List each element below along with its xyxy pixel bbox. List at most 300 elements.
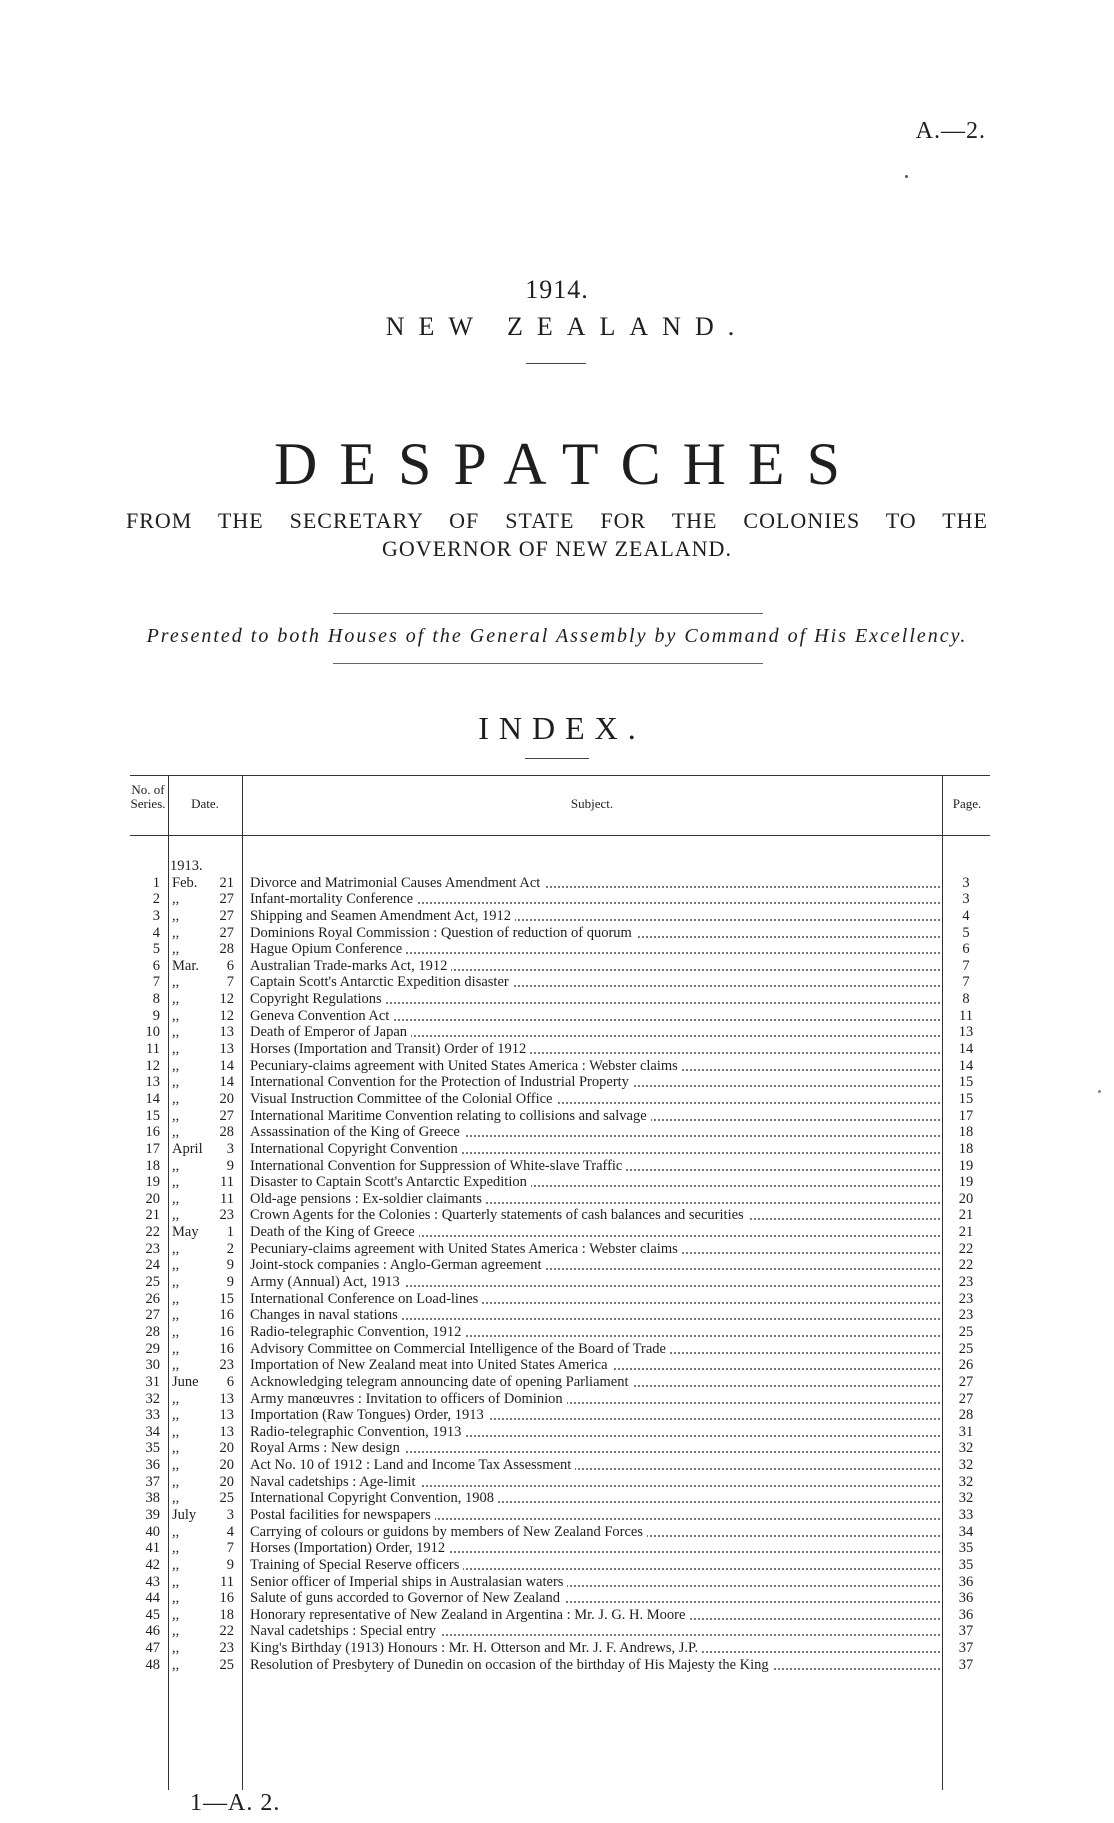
date-month: ,, <box>172 1623 180 1640</box>
subject-cell <box>250 1141 940 1158</box>
date-month: ,, <box>172 1307 180 1324</box>
page-number: 32 <box>958 1457 974 1474</box>
date-month: ,, <box>172 1606 180 1623</box>
page-number: 7 <box>962 974 970 991</box>
subject-text: International Convention for Suppression of White-slave Traffic <box>250 1158 626 1174</box>
series-number: 9 <box>152 1007 160 1024</box>
series-number: 11 <box>146 1041 160 1058</box>
subject-cell <box>250 1074 940 1091</box>
table-row <box>130 1024 990 1041</box>
series-number: 10 <box>145 1024 160 1041</box>
table-row <box>130 1058 990 1075</box>
series-number: 8 <box>152 991 160 1008</box>
subject-text: Postal facilities for newspapers <box>250 1507 435 1523</box>
series-number: 14 <box>145 1090 160 1107</box>
subject-text: Geneva Convention Act <box>250 1008 393 1024</box>
series-number: 15 <box>145 1107 160 1124</box>
date-day: 28 <box>219 1124 234 1141</box>
subject-cell <box>250 1424 940 1441</box>
date-day: 2 <box>226 1240 234 1257</box>
subject-cell <box>250 1457 940 1474</box>
index-table <box>130 775 990 1790</box>
date-month: ,, <box>172 924 180 941</box>
page-number: 18 <box>958 1140 974 1157</box>
date-day: 9 <box>226 1556 234 1573</box>
subject-cell <box>250 1507 940 1524</box>
series-number: 39 <box>145 1506 160 1523</box>
column-header-subject: Subject. <box>570 796 614 811</box>
subject-text: Horses (Importation and Transit) Order of 1912 <box>250 1041 530 1057</box>
table-row <box>130 1574 990 1591</box>
subject-cell <box>250 941 940 958</box>
subject-text: Salute of guns accorded to Governor of New Zealand <box>250 1590 564 1606</box>
subject-text: Royal Arms : New design <box>250 1440 404 1456</box>
series-number: 41 <box>145 1540 160 1557</box>
page-number: 22 <box>958 1240 974 1257</box>
subject-text: Old-age pensions : Ex-soldier claimants <box>250 1191 486 1207</box>
table-row <box>130 1623 990 1640</box>
date-day: 9 <box>226 1274 234 1291</box>
subject-text: Radio-telegraphic Convention, 1913 <box>250 1424 465 1440</box>
subject-text: Divorce and Matrimonial Causes Amendment Act <box>250 875 544 891</box>
date-day: 16 <box>219 1307 234 1324</box>
subject-text: Death of the King of Greece <box>250 1224 419 1240</box>
date-month: ,, <box>172 1240 180 1257</box>
page-number: 32 <box>958 1440 974 1457</box>
series-number: 23 <box>145 1240 160 1257</box>
date-day: 11 <box>220 1573 234 1590</box>
page-number: 32 <box>958 1490 974 1507</box>
subject-cell <box>250 1191 940 1208</box>
date-day: 27 <box>219 891 234 908</box>
page-number: 21 <box>958 1207 974 1224</box>
table-header-rule <box>130 835 990 836</box>
subject-text: King's Birthday (1913) Honours : Mr. H. Otterson and Mr. J. F. Andrews, J.P. <box>250 1640 702 1656</box>
date-month: ,, <box>172 1124 180 1141</box>
subject-cell <box>250 1374 940 1391</box>
subject-text: Honorary representative of New Zealand in Argentina : Mr. J. G. H. Moore <box>250 1607 689 1623</box>
series-number: 24 <box>145 1257 160 1274</box>
table-row <box>130 908 990 925</box>
subject-cell <box>250 1207 940 1224</box>
table-row <box>130 1557 990 1574</box>
page-number: 23 <box>958 1290 974 1307</box>
subject-text: Army (Annual) Act, 1913 <box>250 1274 404 1290</box>
date-month: ,, <box>172 1490 180 1507</box>
series-number: 3 <box>152 907 160 924</box>
subtitle-line-1: FROM THE SECRETARY OF STATE FOR THE COLONIES TO THE <box>126 508 988 533</box>
page-number: 37 <box>958 1623 974 1640</box>
subject-text: Assassination of the King of Greece <box>250 1124 464 1140</box>
subject-text: Pecuniary-claims agreement with United States America : Webster claims <box>250 1241 682 1257</box>
table-row <box>130 1124 990 1141</box>
page-number: 3 <box>962 874 970 891</box>
subject-text: Resolution of Presbytery of Dunedin on occasion of the birthday of His Majesty the King <box>250 1657 773 1673</box>
subject-text: Visual Instruction Committee of the Colonial Office <box>250 1091 557 1107</box>
table-row <box>130 1141 990 1158</box>
series-number: 5 <box>152 941 160 958</box>
subject-text: Horses (Importation) Order, 1912 <box>250 1540 449 1556</box>
page-title: DESPATCHES <box>274 431 862 497</box>
divider <box>526 363 586 364</box>
subject-cell <box>250 1291 940 1308</box>
series-number: 44 <box>145 1590 160 1607</box>
subject-cell <box>250 1324 940 1341</box>
series-number: 19 <box>145 1174 160 1191</box>
page-number: 8 <box>962 991 970 1008</box>
series-number: 2 <box>152 891 160 908</box>
subject-text: International Convention for the Protection of Industrial Property <box>250 1074 633 1090</box>
date-day: 3 <box>226 1506 234 1523</box>
date-day: 13 <box>219 1423 234 1440</box>
date-day: 21 <box>219 874 234 891</box>
series-number: 40 <box>145 1523 160 1540</box>
table-row <box>130 1524 990 1541</box>
series-number: 26 <box>145 1290 160 1307</box>
table-row <box>130 1041 990 1058</box>
subject-cell <box>250 1341 940 1358</box>
date-month: ,, <box>172 1640 180 1657</box>
series-number: 16 <box>145 1124 160 1141</box>
page-number: 37 <box>958 1656 974 1673</box>
table-row <box>130 925 990 942</box>
subject-cell <box>250 1124 940 1141</box>
subject-cell <box>250 1091 940 1108</box>
table-row <box>130 958 990 975</box>
date-month: ,, <box>172 1390 180 1407</box>
column-header-date: Date. <box>191 796 219 811</box>
index-rows <box>130 858 990 1673</box>
subject-cell <box>250 1623 940 1640</box>
series-number: 46 <box>145 1623 160 1640</box>
date-month: ,, <box>172 1157 180 1174</box>
date-day: 25 <box>219 1656 234 1673</box>
table-row <box>130 1507 990 1524</box>
table-row <box>130 1241 990 1258</box>
date-day: 16 <box>219 1323 234 1340</box>
table-row <box>130 1357 990 1374</box>
date-month: ,, <box>172 1041 180 1058</box>
page-number: 35 <box>958 1540 974 1557</box>
date-month: ,, <box>172 1007 180 1024</box>
subject-cell <box>250 1391 940 1408</box>
date-day: 9 <box>226 1157 234 1174</box>
subject-cell <box>250 891 940 908</box>
series-number: 45 <box>145 1606 160 1623</box>
subject-cell <box>250 908 940 925</box>
page-number: 31 <box>958 1423 974 1440</box>
page-number: 27 <box>958 1373 974 1390</box>
date-month: ,, <box>172 1174 180 1191</box>
series-number: 31 <box>145 1373 160 1390</box>
date-day: 6 <box>226 1373 234 1390</box>
series-number: 30 <box>145 1357 160 1374</box>
table-row <box>130 1590 990 1607</box>
date-month: ,, <box>172 974 180 991</box>
page-number: 11 <box>959 1007 973 1024</box>
subject-text: Radio-telegraphic Convention, 1912 <box>250 1324 465 1340</box>
subject-text: Training of Special Reserve officers <box>250 1557 463 1573</box>
subject-cell <box>250 1008 940 1025</box>
date-day: 7 <box>226 974 234 991</box>
subject-cell <box>250 1108 940 1125</box>
date-day: 23 <box>219 1207 234 1224</box>
subject-text: Pecuniary-claims agreement with United States America : Webster claims <box>250 1058 682 1074</box>
page-number: 15 <box>958 1090 974 1107</box>
table-row <box>130 1291 990 1308</box>
subject-cell <box>250 1224 940 1241</box>
date-month: ,, <box>172 1190 180 1207</box>
date-day: 12 <box>219 1007 234 1024</box>
page-number: 33 <box>958 1506 974 1523</box>
page-number: 14 <box>958 1041 974 1058</box>
subject-cell <box>250 958 940 975</box>
date-day: 13 <box>219 1041 234 1058</box>
subject-text: Captain Scott's Antarctic Expedition disaster <box>250 974 513 990</box>
table-top-rule <box>130 775 990 776</box>
column-header-no: No. of Series. <box>130 782 166 811</box>
date-day: 20 <box>219 1090 234 1107</box>
page-number: 18 <box>958 1124 974 1141</box>
table-row <box>130 1257 990 1274</box>
date-day: 20 <box>219 1440 234 1457</box>
table-row <box>130 1391 990 1408</box>
page-number: 7 <box>962 957 970 974</box>
page-number: 25 <box>958 1340 974 1357</box>
subject-cell <box>250 1490 940 1507</box>
table-row <box>130 1091 990 1108</box>
date-month: ,, <box>172 1590 180 1607</box>
date-month: ,, <box>172 1523 180 1540</box>
date-month: ,, <box>172 1290 180 1307</box>
subject-text: Changes in naval stations <box>250 1307 402 1323</box>
date-day: 14 <box>219 1074 234 1091</box>
page-number: 36 <box>958 1573 974 1590</box>
table-row <box>130 1490 990 1507</box>
table-row <box>130 875 990 892</box>
series-number: 17 <box>145 1140 160 1157</box>
date-month: ,, <box>172 1473 180 1490</box>
series-number: 48 <box>145 1656 160 1673</box>
page-number: 5 <box>962 924 970 941</box>
date-day: 22 <box>219 1623 234 1640</box>
date-month: May <box>172 1224 199 1241</box>
page-number: 28 <box>958 1407 974 1424</box>
date-month: ,, <box>172 941 180 958</box>
table-row <box>130 1457 990 1474</box>
page-number: 20 <box>958 1190 974 1207</box>
subject-cell <box>250 1041 940 1058</box>
subject-text: International Copyright Convention <box>250 1141 462 1157</box>
page-number: 36 <box>958 1606 974 1623</box>
series-number: 7 <box>152 974 160 991</box>
subject-cell <box>250 1574 940 1591</box>
date-month: ,, <box>172 1207 180 1224</box>
subject-text: Acknowledging telegram announcing date of opening Parliament <box>250 1374 633 1390</box>
table-row <box>130 1540 990 1557</box>
subject-text: Army manœuvres : Invitation to officers of Dominion <box>250 1391 567 1407</box>
subject-cell <box>250 1540 940 1557</box>
series-number: 36 <box>145 1457 160 1474</box>
date-day: 20 <box>219 1457 234 1474</box>
series-number: 21 <box>145 1207 160 1224</box>
subject-text: International Conference on Load-lines <box>250 1291 482 1307</box>
series-number: 25 <box>145 1274 160 1291</box>
subject-cell <box>250 1640 940 1657</box>
page-number: 27 <box>958 1390 974 1407</box>
subject-text: Joint-stock companies : Anglo-German agreement <box>250 1257 546 1273</box>
divider <box>333 613 763 614</box>
subject-cell <box>250 1590 940 1607</box>
subject-text: Dominions Royal Commission : Question of reduction of quorum <box>250 925 636 941</box>
series-number: 12 <box>145 1057 160 1074</box>
subject-text: Death of Emperor of Japan <box>250 1024 411 1040</box>
date-day: 6 <box>226 957 234 974</box>
subject-cell <box>250 1241 940 1258</box>
date-month: ,, <box>172 1440 180 1457</box>
country-heading: NEW ZEALAND. <box>385 312 749 341</box>
table-row <box>130 974 990 991</box>
series-number: 28 <box>145 1323 160 1340</box>
series-number: 32 <box>145 1390 160 1407</box>
subject-text: International Copyright Convention, 1908 <box>250 1490 498 1506</box>
subject-text: International Maritime Convention relating to collisions and salvage <box>250 1108 651 1124</box>
table-row <box>130 1108 990 1125</box>
date-day: 23 <box>219 1357 234 1374</box>
series-number: 43 <box>145 1573 160 1590</box>
date-day: 15 <box>219 1290 234 1307</box>
date-day: 7 <box>226 1540 234 1557</box>
series-number: 37 <box>145 1473 160 1490</box>
subject-cell <box>250 1174 940 1191</box>
subject-cell <box>250 1440 940 1457</box>
subject-cell <box>250 1407 940 1424</box>
table-row <box>130 1174 990 1191</box>
page-number: 23 <box>958 1274 974 1291</box>
date-month: ,, <box>172 1556 180 1573</box>
year-label: 1913. <box>170 858 203 874</box>
date-day: 14 <box>219 1057 234 1074</box>
subject-text: Naval cadetships : Special entry <box>250 1623 440 1639</box>
subject-cell <box>250 974 940 991</box>
date-month: ,, <box>172 1340 180 1357</box>
series-number: 6 <box>152 957 160 974</box>
subject-cell <box>250 1307 940 1324</box>
date-month: ,, <box>172 1074 180 1091</box>
table-row <box>130 1274 990 1291</box>
date-month: June <box>172 1373 199 1390</box>
subject-cell <box>250 1557 940 1574</box>
table-row <box>130 1640 990 1657</box>
table-row <box>130 1374 990 1391</box>
table-row <box>130 1324 990 1341</box>
table-row <box>130 991 990 1008</box>
subject-cell <box>250 925 940 942</box>
date-day: 18 <box>219 1606 234 1623</box>
date-month: Feb. <box>172 874 198 891</box>
subject-text: Senior officer of Imperial ships in Australasian waters <box>250 1574 567 1590</box>
date-month: ,, <box>172 1357 180 1374</box>
table-row <box>130 1074 990 1091</box>
subject-cell <box>250 875 940 892</box>
series-number: 29 <box>145 1340 160 1357</box>
date-day: 16 <box>219 1590 234 1607</box>
table-row <box>130 1207 990 1224</box>
subject-text: Carrying of colours or guidons by members of New Zealand Forces <box>250 1524 647 1540</box>
table-row <box>130 1424 990 1441</box>
table-row <box>130 891 990 908</box>
page-number: 4 <box>962 907 970 924</box>
page-number: 36 <box>958 1590 974 1607</box>
subject-text: Hague Opium Conference <box>250 941 406 957</box>
date-month: ,, <box>172 891 180 908</box>
page-number: 19 <box>958 1157 974 1174</box>
page-number: 32 <box>958 1473 974 1490</box>
series-number: 35 <box>145 1440 160 1457</box>
table-row <box>130 941 990 958</box>
table-row <box>130 1407 990 1424</box>
date-month: ,, <box>172 991 180 1008</box>
table-row <box>130 1158 990 1175</box>
subject-cell <box>250 1657 940 1674</box>
document-reference: A.—2. <box>915 118 986 144</box>
page-number: 15 <box>958 1074 974 1091</box>
divider <box>333 663 763 664</box>
date-month: ,, <box>172 1107 180 1124</box>
series-number: 47 <box>145 1640 160 1657</box>
table-row <box>130 1008 990 1025</box>
series-number: 27 <box>145 1307 160 1324</box>
table-row <box>130 1607 990 1624</box>
document-year: 1914. <box>525 275 589 304</box>
subject-text: Advisory Committee on Commercial Intelligence of the Board of Trade <box>250 1341 670 1357</box>
date-month: ,, <box>172 1407 180 1424</box>
year-row <box>130 858 990 875</box>
column-header-page: Page. <box>952 796 982 811</box>
page-number: 3 <box>962 891 970 908</box>
subject-cell <box>250 1024 940 1041</box>
presented-note: Presented to both Houses of the General Assembly by Command of His Excellency. <box>146 625 968 647</box>
page-speck <box>1098 1090 1101 1093</box>
subject-cell <box>250 1158 940 1175</box>
date-month: Mar. <box>172 957 199 974</box>
date-month: April <box>172 1140 203 1157</box>
date-month: ,, <box>172 1656 180 1673</box>
date-month: July <box>172 1506 197 1523</box>
page-number: 37 <box>958 1640 974 1657</box>
date-month: ,, <box>172 907 180 924</box>
date-day: 28 <box>219 941 234 958</box>
series-number: 42 <box>145 1556 160 1573</box>
date-day: 13 <box>219 1390 234 1407</box>
subject-text: Australian Trade-marks Act, 1912 <box>250 958 451 974</box>
subject-text: Importation of New Zealand meat into United States America <box>250 1357 612 1373</box>
date-day: 11 <box>220 1190 234 1207</box>
page-number: 14 <box>958 1057 974 1074</box>
date-day: 27 <box>219 924 234 941</box>
series-number: 38 <box>145 1490 160 1507</box>
date-day: 4 <box>226 1523 234 1540</box>
subject-text: Crown Agents for the Colonies : Quarterly statements of cash balances and securities <box>250 1207 748 1223</box>
subject-text: Disaster to Captain Scott's Antarctic Expedition <box>250 1174 531 1190</box>
series-number: 1 <box>152 874 160 891</box>
date-day: 3 <box>226 1140 234 1157</box>
date-month: ,, <box>172 1090 180 1107</box>
page-number: 21 <box>958 1224 974 1241</box>
subject-text: Copyright Regulations <box>250 991 386 1007</box>
date-month: ,, <box>172 1057 180 1074</box>
page-number: 17 <box>958 1107 974 1124</box>
